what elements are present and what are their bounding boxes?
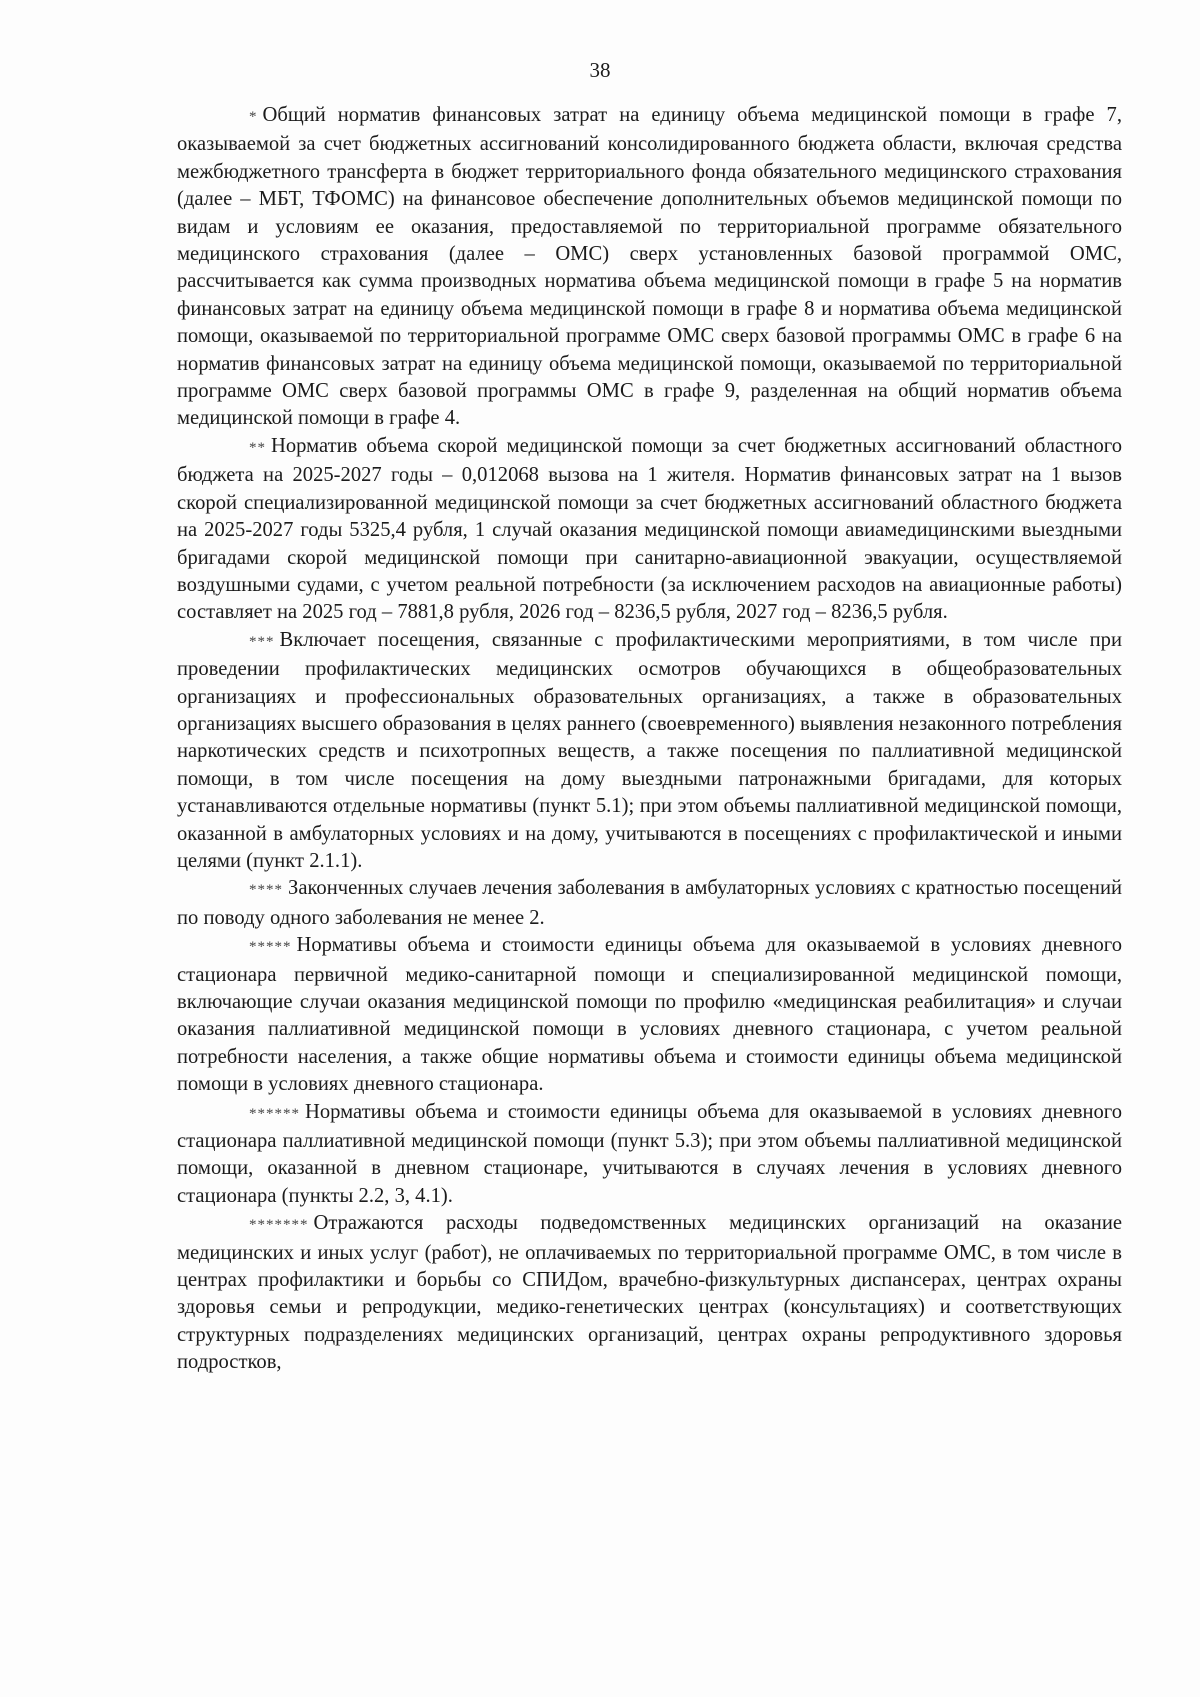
footnote-text: Законченных случаев лечения заболевания в амбулаторных условиях с кратностью посещений по поводу одного заболевания не менее 2.	[177, 877, 1122, 929]
footnote-1	[177, 102, 1122, 433]
footnote-text: Нормативы объема и стоимости единицы объема для оказываемой в условиях дневного стационара первичной медико-санитарной помощи и специализированной медицинской помощи, включающие случаи оказания медицинской помощи по профилю «медицинская реабилитация» и случаи оказания паллиативной медицинской помощи в условиях дневного стационара, с учетом реальной потребности населения, а также общие нормативы объема и стоимости единицы объема медицинской помощи в условиях дневного стационара.	[177, 934, 1122, 1096]
footnote-text: Норматив объема скорой медицинской помощи за счет бюджетных ассигнований областного бюджета на 2025-2027 годы – 0,012068 вызова на 1 жителя. Норматив финансовых затрат на 1 вызов скорой специализированной медицинской помощи за счет бюджетных ассигнований областного бюджета на 2025-2027 годы 5325,4 рубля, 1 случай оказания медицинской помощи авиамедицинскими выездными бригадами скорой медицинской помощи при санитарно-авиационной эвакуации, осуществляемой воздушными судами, с учетом реальной потребности (за исключением расходов на авиационные работы) составляет на 2025 год – 7881,8 рубля, 2026 год – 8236,5 рубля, 2027 год – 8236,5 рубля.	[177, 434, 1122, 624]
footnote-marker: ******	[249, 1105, 300, 1122]
footnote-4	[177, 875, 1122, 932]
footnote-marker: *******	[249, 1217, 309, 1234]
footnote-2	[177, 433, 1122, 627]
footnote-marker: *****	[249, 939, 292, 956]
footnote-text: Нормативы объема и стоимости единицы объема для оказываемой в условиях дневного стационара паллиативной медицинской помощи (пункт 5.3); при этом объемы паллиативной медицинской помощи, оказанной в дневном стационаре, учитываются в случаях лечения в условиях дневного стационара (пункты 2.2, 3, 4.1).	[177, 1100, 1122, 1207]
footnotes-body	[177, 102, 1122, 1377]
footnote-7	[177, 1210, 1122, 1376]
footnote-text: Отражаются расходы подведомственных медицинских организаций на оказание медицинских и иных услуг (работ), не оплачиваемых по территориальной программе ОМС, в том числе в центрах профилактики и борьбы со СПИДом, врачебно-физкультурных диспансерах, центрах охраны здоровья семьи и репродукции, медико-генетических центрах (консультациях) и соответствующих структурных подразделениях медицинских организаций, центрах охраны репродуктивного здоровья подростков,	[177, 1212, 1122, 1374]
footnote-5	[177, 932, 1122, 1098]
footnote-marker: **	[249, 439, 266, 456]
footnote-6	[177, 1099, 1122, 1211]
footnote-text: Общий норматив финансовых затрат на единицу объема медицинской помощи в графе 7, оказываемой за счет бюджетных ассигнований консолидированного бюджета области, включая средства межбюджетного трансферта в бюджет территориального фонда обязательного медицинского страхования (далее – МБТ, ТФОМС) на финансовое обеспечение дополнительных объемов медицинской помощи по видам и условиям ее оказания, предоставляемой по территориальной программе обязательного медицинского страхования (далее – ОМС) сверх установленных базовой программой ОМС, рассчитывается как сумма производных норматива объема медицинской помощи в графе 5 на норматив финансовых затрат на единицу объема медицинской помощи в графе 8 и норматива объема медицинской помощи, оказываемой по территориальной программе ОМС сверх базовой программы ОМС в графе 6 на норматив финансовых затрат на единицу объема медицинской помощи, оказываемой по территориальной программе ОМС сверх базовой программы ОМС в графе 9, разделенная на общий норматив объема медицинской помощи в графе 4.	[177, 104, 1122, 430]
footnote-marker: ****	[249, 882, 283, 899]
footnote-3	[177, 627, 1122, 876]
footnote-marker: ***	[249, 633, 275, 650]
footnote-marker: *	[249, 109, 258, 125]
page-number: 38	[589, 58, 611, 82]
footnote-text: Включает посещения, связанные с профилактическими мероприятиями, в том числе при проведении профилактических медицинских осмотров обучающихся в общеобразовательных организациях и профессиональных образовательных организациях, а также в образовательных организациях высшего образования в целях раннего (своевременного) выявления незаконного потребления наркотических средств и психотропных веществ, а также посещения по паллиативной медицинской помощи, в том числе посещения на дому выездными патронажными бригадами, для которых устанавливаются отдельные нормативы (пункт 5.1); при этом объемы паллиативной медицинской помощи, оказанной в амбулаторных условиях и на дому, учитываются в посещениях с профилактической и иными целями (пункт 2.1.1).	[177, 628, 1122, 872]
